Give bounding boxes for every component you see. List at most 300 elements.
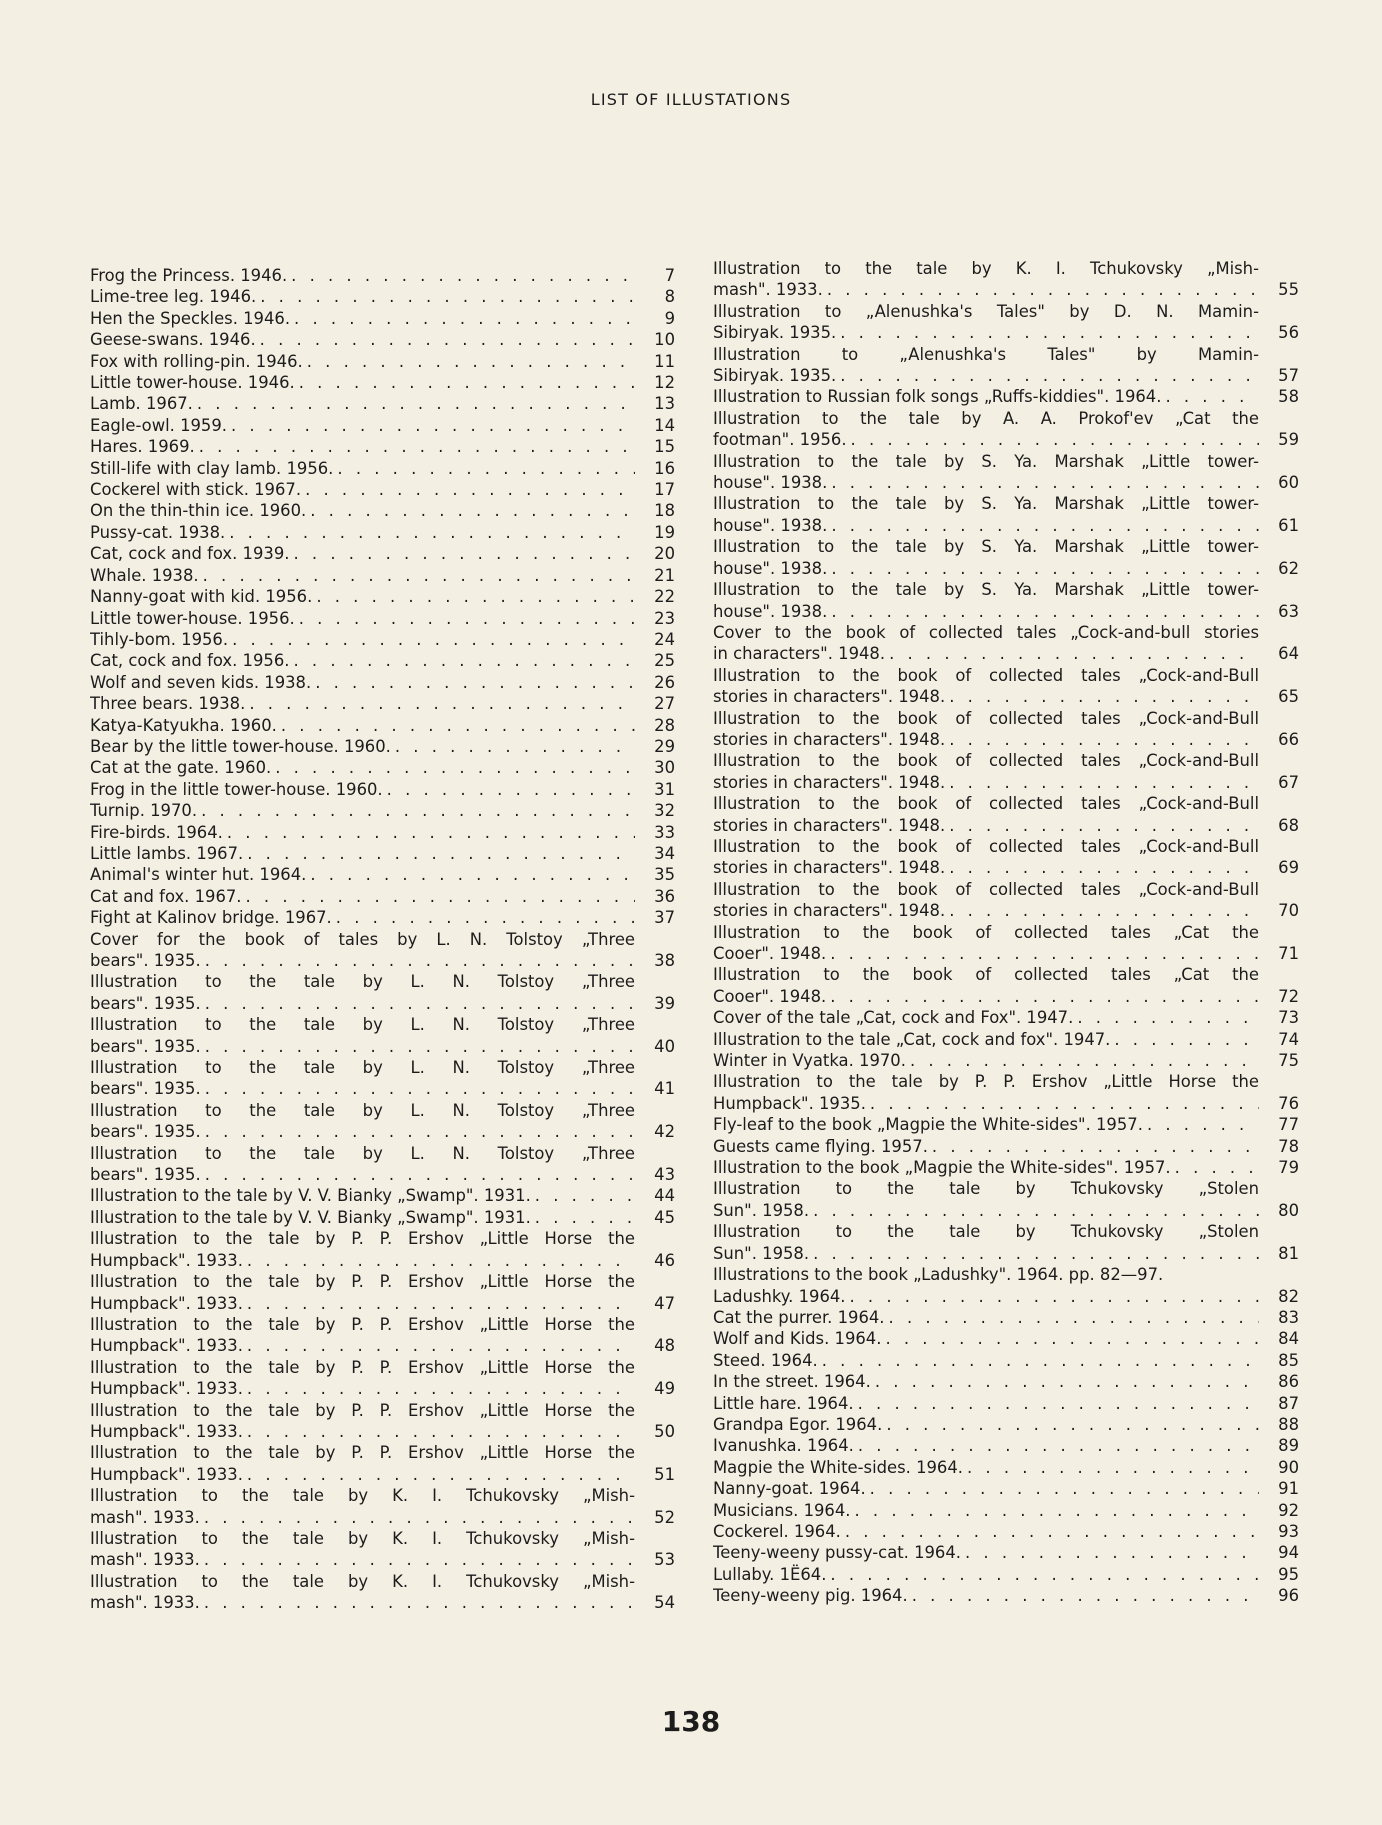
entry-title: Illustrations to the book „Ladushky". 1964. pp. 82—97. [713, 1265, 1164, 1285]
entry-line: Illustration to the tale by S. Ya. Marshak „Little tower- [713, 451, 1259, 471]
entry-line: Illustration to the book of collected tales „Cock-and-Bull [713, 794, 1259, 814]
entry-title: Cat the purrer. 1964. [713, 1307, 885, 1327]
leader-dots [809, 1243, 1259, 1264]
list-item [713, 1286, 1299, 1307]
entry-title: Frog in the little tower-house. 1960. [90, 779, 383, 799]
entry-page-number: 86 [1278, 1372, 1299, 1392]
entry-title: Ladushky. 1964. [713, 1286, 846, 1306]
list-item [713, 1350, 1299, 1371]
entry-page-number: 94 [1278, 1543, 1299, 1563]
entry-title: Humpback". 1933. [90, 1293, 243, 1313]
leader-dots [256, 329, 635, 350]
leader-dots [945, 815, 1259, 836]
entry-page-number: 12 [654, 373, 675, 393]
entry-title: Little lambs. 1967. [90, 843, 244, 863]
list-item [90, 1357, 675, 1400]
entry-page-number: 30 [654, 758, 675, 778]
entry-page-number: 48 [654, 1336, 675, 1356]
leader-dots [243, 1464, 635, 1485]
entry-page-number: 27 [654, 694, 675, 714]
entry-page-number: 28 [654, 715, 675, 735]
entry-title: stories in characters". 1948. [713, 772, 946, 792]
entry-title: Fox with rolling-pin. 1946. [90, 351, 303, 371]
leader-dots [531, 1207, 635, 1228]
leader-dots [827, 601, 1259, 622]
entry-title: mash". 1933. [90, 1507, 200, 1527]
entry-line: Illustration to the tale by K. I. Tchukovsky „Mish- [90, 1486, 635, 1506]
entry-page-number: 23 [654, 608, 675, 628]
entry-page-number: 85 [1278, 1350, 1299, 1370]
list-item [90, 822, 675, 843]
list-item [90, 479, 675, 500]
entry-title: Illustration to the tale „Cat, cock and fox". 1947. [713, 1029, 1111, 1049]
list-item [90, 565, 675, 586]
entry-line: Illustration to the book of collected tales „Cock-and-Bull [713, 665, 1259, 685]
list-item [713, 386, 1299, 407]
entry-page-number: 68 [1278, 815, 1299, 835]
leader-dots [854, 1393, 1259, 1414]
leader-dots [945, 686, 1259, 707]
leader-dots [827, 472, 1259, 493]
list-item [90, 1571, 675, 1614]
entry-title: stories in characters". 1948. [713, 815, 946, 835]
list-item [90, 1442, 675, 1485]
entry-page-number: 78 [1278, 1136, 1299, 1156]
page-number: 138 [661, 1705, 721, 1738]
entry-page-number: 81 [1278, 1243, 1299, 1263]
list-item [713, 408, 1299, 451]
entry-title: Cat at the gate. 1960. [90, 758, 272, 778]
list-item [90, 672, 675, 693]
leader-dots [197, 800, 635, 821]
entry-line: Illustration to the tale by P. P. Ershov „Little Horse the [713, 1072, 1259, 1092]
leader-dots [277, 715, 635, 736]
entry-title: Cover of the tale „Cat, cock and Fox". 1947. [713, 1008, 1074, 1028]
entry-line: Illustration to the tale by L. N. Tolstoy „Three [90, 1100, 635, 1120]
entry-title: bears". 1935. [90, 1165, 201, 1185]
leader-dots [242, 886, 635, 907]
leader-dots [885, 1307, 1259, 1328]
list-item [90, 1057, 675, 1100]
entry-title: Little tower-house. 1956. [90, 608, 295, 628]
entry-title: Sibiryak. 1935. [713, 366, 837, 386]
entry-page-number: 21 [654, 565, 675, 585]
entry-page-number: 44 [654, 1186, 675, 1206]
entry-line: Illustration to the tale by Tchukovsky „Stolen [713, 1222, 1259, 1242]
entry-title: bears". 1935. [90, 1036, 201, 1056]
entry-line: Illustration to „Alenushka's Tales" by D. N. Mamin- [713, 301, 1259, 321]
entry-page-number: 52 [654, 1507, 675, 1527]
entry-title: bears". 1935. [90, 1079, 201, 1099]
list-item [90, 864, 675, 885]
leader-dots [836, 365, 1259, 386]
entry-page-number: 72 [1278, 986, 1299, 1006]
entry-title: Humpback". 1933. [90, 1379, 243, 1399]
entry-title: Illustration to Russian folk songs „Ruffs-kiddies". 1964. [713, 387, 1162, 407]
leader-dots [945, 900, 1259, 921]
entry-title: Humpback". 1933. [90, 1464, 243, 1484]
entry-page-number: 14 [654, 415, 675, 435]
leader-dots [312, 586, 635, 607]
entry-page-number: 37 [654, 908, 675, 928]
entry-title: bears". 1935. [90, 1122, 201, 1142]
entry-line: Illustration to the book of collected tales „Cat the [713, 922, 1259, 942]
entry-title: house". 1938. [713, 473, 828, 493]
list-item [90, 522, 675, 543]
entry-page-number: 7 [664, 266, 675, 285]
entry-title: stories in characters". 1948. [713, 858, 946, 878]
entry-page-number: 49 [654, 1379, 675, 1399]
entry-title: Cooer". 1948. [713, 944, 827, 963]
entry-page-number: 96 [1278, 1586, 1299, 1606]
entry-title: Lullaby. 1Ё64. [713, 1564, 827, 1584]
leader-dots [287, 265, 635, 286]
leader-dots [881, 1328, 1259, 1349]
list-item [90, 757, 675, 778]
leader-dots [945, 772, 1259, 793]
entry-title: Eagle-owl. 1959. [90, 415, 227, 435]
entry-title: Geese-swans. 1946. [90, 330, 256, 350]
list-item [90, 265, 675, 286]
list-item [90, 907, 675, 928]
entry-title: Steed. 1964. [713, 1350, 818, 1370]
list-item [90, 736, 675, 757]
list-item [713, 964, 1299, 1007]
leader-dots [311, 672, 635, 693]
entry-page-number: 77 [1278, 1115, 1299, 1135]
leader-dots [1110, 1029, 1259, 1050]
entry-title: Cooer". 1948. [713, 986, 827, 1006]
list-item [90, 393, 675, 414]
entry-page-number: 66 [1278, 729, 1299, 749]
leader-dots [243, 843, 635, 864]
entry-title: house". 1938. [713, 601, 828, 621]
list-item [713, 1328, 1299, 1349]
list-item [90, 608, 675, 629]
entry-page-number: 67 [1278, 772, 1299, 792]
leader-dots [851, 1500, 1259, 1521]
entry-title: Fight at Kalinov bridge. 1967. [90, 908, 332, 928]
leader-dots [332, 907, 635, 928]
list-item [713, 836, 1299, 879]
entry-title: Turnip. 1970. [90, 801, 198, 821]
entry-page-number: 60 [1278, 473, 1299, 493]
list-item [713, 1521, 1299, 1542]
leader-dots [295, 372, 635, 393]
leader-dots [223, 822, 635, 843]
list-item [713, 1542, 1299, 1563]
leader-dots [961, 1542, 1259, 1563]
list-item [713, 1050, 1299, 1071]
entry-title: Pussy-cat. 1938. [90, 522, 226, 542]
leader-dots [333, 458, 635, 479]
entry-line: Illustration to the tale by P. P. Ershov „Little Horse the [90, 1443, 635, 1463]
entry-page-number: 40 [654, 1036, 675, 1056]
entry-title: Sun". 1958. [713, 1243, 810, 1263]
entry-title: Illustration to the book „Magpie the White-sides". 1957. [713, 1158, 1171, 1178]
entry-title: Lamb. 1967. [90, 394, 193, 414]
leader-dots [846, 1286, 1259, 1307]
page-title: LIST OF ILLUSTATIONS [590, 90, 792, 109]
entry-title: Sibiryak. 1935. [713, 323, 837, 343]
entry-line: Illustration to the tale by P. P. Ershov „Little Horse the [90, 1357, 635, 1377]
list-item [90, 1485, 675, 1528]
entry-title: Sun". 1958. [713, 1200, 810, 1220]
entry-title: Cockerel. 1964. [713, 1521, 841, 1541]
entry-title: Lime-tree leg. 1946. [90, 287, 257, 307]
entry-page-number: 69 [1278, 858, 1299, 878]
entry-page-number: 50 [654, 1421, 675, 1441]
entry-page-number: 95 [1278, 1564, 1299, 1584]
entry-line: Cover to the book of collected tales „Cock-and-bull stories [713, 622, 1259, 642]
entry-title: Cockerel with stick. 1967. [90, 480, 302, 500]
entry-page-number: 89 [1278, 1436, 1299, 1456]
leader-dots [306, 864, 635, 885]
entry-page-number: 36 [654, 886, 675, 906]
entry-line: Illustration to the tale by L. N. Tolstoy „Three [90, 1015, 635, 1035]
entry-title: bears". 1935. [90, 951, 201, 970]
entry-line: Illustration to the book of collected tales „Cock-and-Bull [713, 836, 1259, 856]
entry-title: house". 1938. [713, 558, 828, 578]
leader-dots [301, 479, 635, 500]
entry-page-number: 9 [664, 308, 675, 328]
list-item [713, 750, 1299, 793]
entry-page-number: 17 [654, 480, 675, 500]
entry-page-number: 22 [654, 587, 675, 607]
entry-title: footman". 1956. [713, 430, 847, 450]
list-item [713, 665, 1299, 708]
entry-page-number: 46 [654, 1250, 675, 1270]
list-item [90, 650, 675, 671]
list-item [90, 693, 675, 714]
leader-dots [200, 1592, 635, 1613]
entry-title: Wolf and seven kids. 1938. [90, 672, 312, 692]
list-item [90, 351, 675, 372]
entry-title: in characters". 1948. [713, 644, 886, 664]
entry-line: Illustration to the book of collected tales „Cock-and-Bull [713, 879, 1259, 899]
entry-title: On the thin-thin ice. 1960. [90, 501, 307, 521]
entry-title: Fly-leaf to the book „Magpie the White-sides". 1957. [713, 1115, 1143, 1135]
list-item [90, 1143, 675, 1186]
entry-title: Frog the Princess. 1946. [90, 266, 288, 285]
leader-dots [227, 415, 635, 436]
entry-page-number: 92 [1278, 1500, 1299, 1520]
leader-dots [1073, 1007, 1259, 1028]
entry-page-number: 58 [1278, 387, 1299, 407]
entry-page-number: 16 [654, 458, 675, 478]
entry-page-number: 34 [654, 843, 675, 863]
list-item [90, 886, 675, 907]
entry-page-number: 84 [1278, 1329, 1299, 1349]
entry-line: Illustration to the tale by K. I. Tchukovsky „Mish- [90, 1528, 635, 1548]
entry-page-number: 38 [654, 951, 675, 970]
leader-dots [201, 950, 635, 971]
leader-dots [809, 1200, 1259, 1221]
entry-page-number: 90 [1278, 1457, 1299, 1477]
list-item [90, 543, 675, 564]
list-item [90, 1207, 675, 1228]
entry-title: Cat, cock and fox. 1956. [90, 651, 290, 671]
leader-dots [243, 1293, 635, 1314]
list-item [90, 1528, 675, 1571]
leader-dots [289, 543, 635, 564]
leader-dots [243, 1250, 635, 1271]
entry-title: Three bears. 1938. [90, 694, 246, 714]
entry-page-number: 54 [654, 1593, 675, 1613]
entry-title: Hen the Speckles. 1946. [90, 308, 291, 328]
leader-dots [290, 308, 635, 329]
entry-line: Illustration to the tale by A. A. Prokof'ev „Cat the [713, 408, 1259, 428]
list-item [713, 1585, 1299, 1606]
entry-title: Tihly-bom. 1956. [90, 629, 229, 649]
leader-dots [945, 857, 1259, 878]
entry-title: Bear by the little tower-house. 1960. [90, 736, 391, 756]
entry-title: Humpback". 1933. [90, 1421, 243, 1441]
list-item [713, 922, 1299, 965]
entry-title: Little tower-house. 1946. [90, 373, 295, 393]
list-item [90, 1228, 675, 1271]
list-item [713, 1114, 1299, 1135]
entry-title: Magpie the White-sides. 1964. [713, 1457, 963, 1477]
entry-line: Illustration to the tale by S. Ya. Marshak „Little tower- [713, 494, 1259, 514]
entry-line: Illustration to „Alenushka's Tales" by Mamin- [713, 344, 1259, 364]
list-item [713, 1393, 1299, 1414]
entry-line: Illustration to the tale by S. Ya. Marshak „Little tower- [713, 537, 1259, 557]
list-item [90, 971, 675, 1014]
list-item [713, 879, 1299, 922]
entry-line: Illustration to the tale by L. N. Tolstoy „Three [90, 1058, 635, 1078]
leader-dots [201, 1078, 635, 1099]
leader-dots [306, 500, 635, 521]
list-item [713, 1371, 1299, 1392]
list-item [713, 493, 1299, 536]
leader-dots [826, 1564, 1259, 1585]
entry-page-number: 11 [654, 351, 675, 371]
entry-page-number: 13 [654, 394, 675, 414]
entry-page-number: 19 [654, 522, 675, 542]
list-item [713, 301, 1299, 344]
leader-dots [383, 779, 635, 800]
entry-page-number: 88 [1278, 1414, 1299, 1434]
entry-line: Illustration to the book of collected tales „Cock-and-Bull [713, 708, 1259, 728]
list-item [90, 1314, 675, 1357]
leader-dots [826, 943, 1259, 964]
list-item [713, 1221, 1299, 1264]
leader-dots [827, 515, 1259, 536]
list-item [90, 1185, 675, 1206]
leader-dots [243, 1421, 635, 1442]
list-item [713, 451, 1299, 494]
leader-dots [854, 1435, 1259, 1456]
list-item [90, 329, 675, 350]
entry-page-number: 63 [1278, 601, 1299, 621]
entry-page-number: 73 [1278, 1008, 1299, 1028]
entry-page-number: 29 [654, 736, 675, 756]
entry-title: stories in characters". 1948. [713, 729, 946, 749]
list-item [713, 258, 1299, 301]
entry-title: Musicians. 1964. [713, 1500, 851, 1520]
leader-dots [1161, 386, 1259, 407]
entry-line: Illustration to the book of collected tales „Cock-and-Bull [713, 751, 1259, 771]
list-item [90, 500, 675, 521]
list-item [713, 579, 1299, 622]
entry-title: Humpback". 1935. [713, 1093, 866, 1113]
list-item [90, 586, 675, 607]
list-item [713, 1435, 1299, 1456]
entry-page-number: 83 [1278, 1307, 1299, 1327]
leader-dots [295, 608, 635, 629]
entry-page-number: 8 [664, 287, 675, 307]
list-item [713, 1457, 1299, 1478]
leader-dots [827, 558, 1259, 579]
list-item [90, 1400, 675, 1443]
leader-dots [228, 629, 635, 650]
entry-page-number: 26 [654, 672, 675, 692]
entry-title: mash". 1933. [713, 280, 823, 300]
list-item [90, 1271, 675, 1314]
entry-title: Animal's winter hut. 1964. [90, 865, 307, 885]
entry-page-number: 65 [1278, 687, 1299, 707]
list-item [713, 1157, 1299, 1178]
illustrations-list-left [90, 265, 675, 1614]
list-item [713, 1264, 1299, 1285]
list-item [90, 779, 675, 800]
entry-title: Nanny-goat with kid. 1956. [90, 587, 313, 607]
list-item [90, 458, 675, 479]
entry-line: Illustration to the tale by P. P. Ershov „Little Horse the [90, 1400, 635, 1420]
entry-page-number: 20 [654, 544, 675, 564]
list-item [90, 1100, 675, 1143]
entry-title: Still-life with clay lamb. 1956. [90, 458, 334, 478]
entry-title: Ivanushka. 1964. [713, 1436, 854, 1456]
entry-page-number: 64 [1278, 644, 1299, 664]
entry-page-number: 25 [654, 651, 675, 671]
list-item [713, 708, 1299, 751]
list-item [713, 1414, 1299, 1435]
entry-line: Illustration to the tale by S. Ya. Marshak „Little tower- [713, 580, 1259, 600]
list-item [90, 800, 675, 821]
list-item [90, 929, 675, 972]
leader-dots [245, 693, 635, 714]
entry-line: Illustration to the book of collected tales „Cat the [713, 965, 1259, 985]
list-item [90, 415, 675, 436]
leader-dots [823, 279, 1259, 300]
leader-dots [303, 351, 635, 372]
leader-dots [818, 1350, 1259, 1371]
entry-title: bears". 1935. [90, 993, 201, 1013]
entry-title: In the street. 1964. [713, 1372, 871, 1392]
list-item [90, 843, 675, 864]
entry-page-number: 42 [654, 1122, 675, 1142]
entry-page-number: 56 [1278, 323, 1299, 343]
leader-dots [945, 729, 1259, 750]
leader-dots [200, 1507, 635, 1528]
leader-dots [225, 522, 635, 543]
entry-page-number: 24 [654, 629, 675, 649]
leader-dots [841, 1521, 1259, 1542]
entry-title: Illustration to the tale by V. V. Bianky „Swamp". 1931. [90, 1207, 531, 1227]
entry-title: house". 1938. [713, 515, 828, 535]
entry-page-number: 15 [654, 437, 675, 457]
leader-dots [928, 1136, 1259, 1157]
entry-title: mash". 1933. [90, 1550, 200, 1570]
list-item [90, 286, 675, 307]
entry-line: Cover for the book of tales by L. N. Tolstoy „Three [90, 929, 635, 949]
entry-page-number: 93 [1278, 1521, 1299, 1541]
entry-page-number: 74 [1278, 1029, 1299, 1049]
entry-title: Little hare. 1964. [713, 1393, 854, 1413]
entry-title: Fire-birds. 1964. [90, 822, 223, 842]
